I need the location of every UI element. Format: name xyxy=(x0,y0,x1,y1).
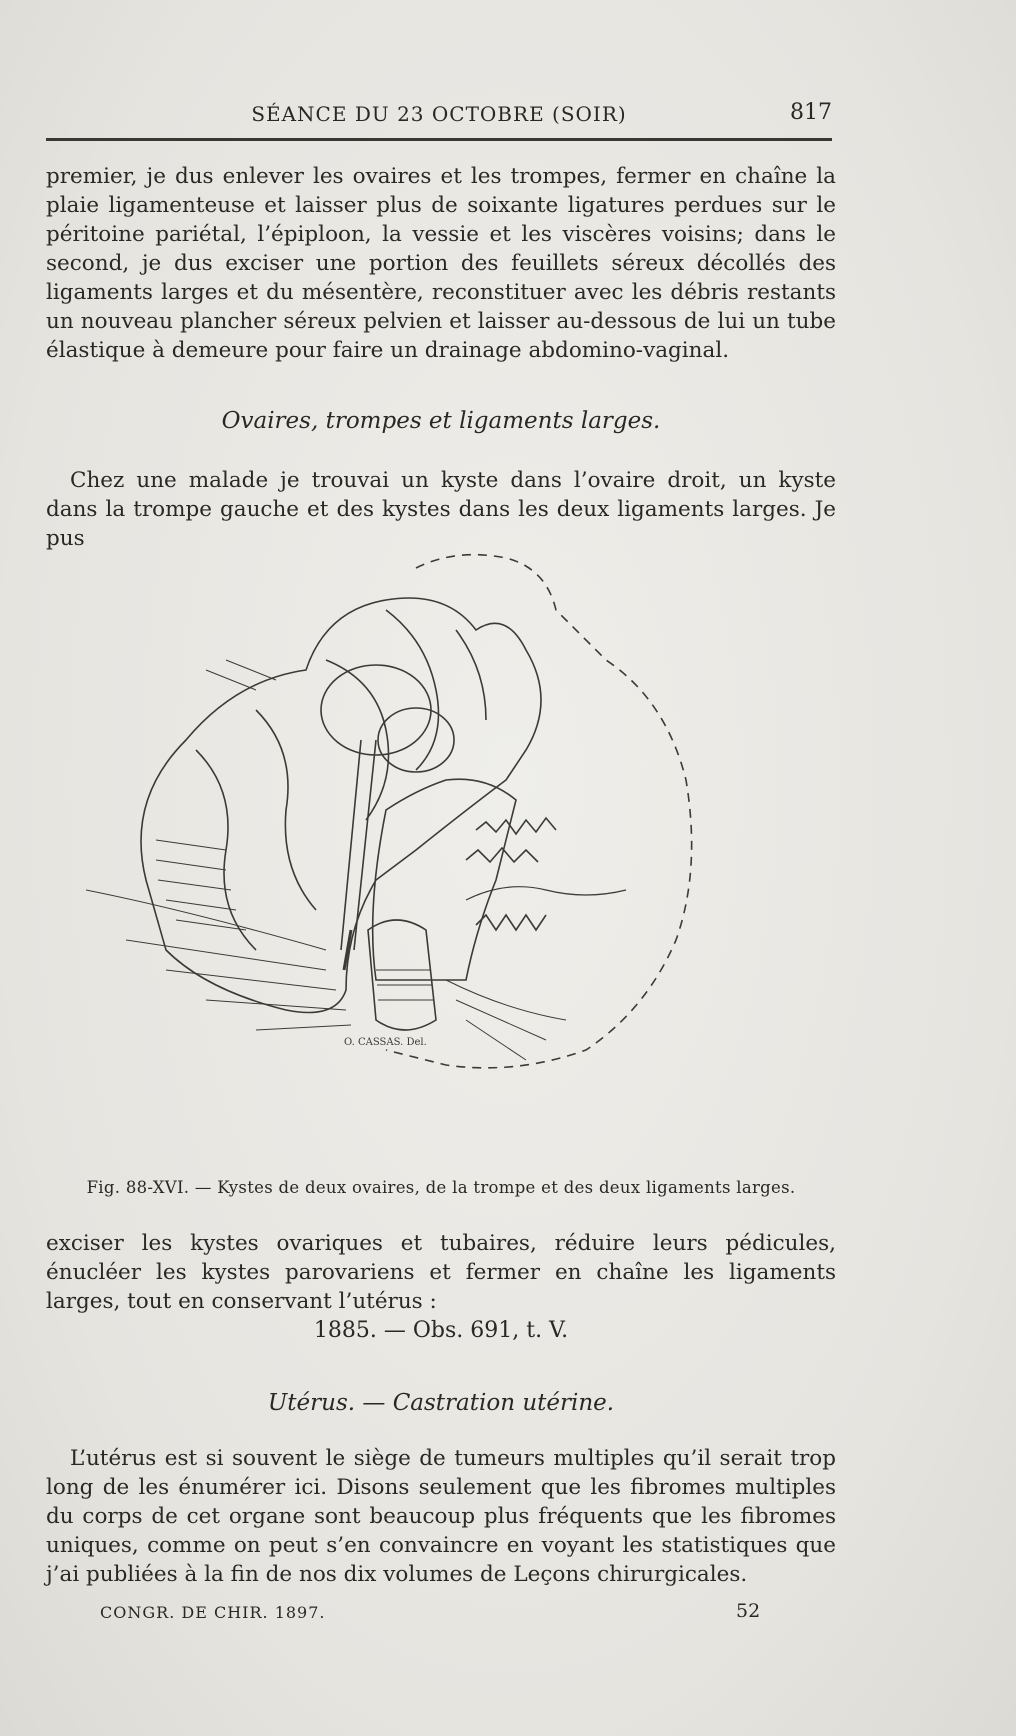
hatching-top xyxy=(206,660,276,690)
artist-signature: O. CASSAS. Del. xyxy=(344,1037,427,1048)
suture-1 xyxy=(476,818,556,834)
illustration-drawing xyxy=(86,550,816,1170)
anatomical-illustration xyxy=(86,550,816,1170)
page-number: 817 xyxy=(790,100,832,125)
section-heading-ovaires: Ovaires, trompes et ligaments larges. xyxy=(221,408,661,434)
figure-caption: Fig. 88-XVI. — Kystes de deux ovaires, de la trompe et des deux ligaments larges. xyxy=(86,1178,796,1197)
header-title: SÉANCE DU 23 OCTOBRE (SOIR) xyxy=(251,102,627,126)
opening-hatch xyxy=(376,970,433,1000)
fold-line-2 xyxy=(256,710,316,910)
vaginal-opening xyxy=(368,920,436,1030)
paragraph-4: L’utérus est si souvent le siège de tumeurs multiples qu’il serait trop long de les énumérer ici. Disons seulement que les fibromes multiples du corps de cet organe sont beaucoup plus fréquents que les fibromes uniques, comme on peut s’en convaincre en voyant les statistiques que j’ai publiées à la fin de nos dix volumes de Leçons chirurgicales. xyxy=(46,1446,836,1587)
convoluted-tube-mass xyxy=(141,598,541,1013)
paragraph-3: exciser les kystes ovariques et tubaires, réduire leurs pédicules, énucléer les kystes parovariens et fermer en chaîne les ligaments larges, tout en conservant l’utérus : xyxy=(46,1231,836,1314)
header-rule xyxy=(46,138,832,141)
radiating-lines-right xyxy=(446,980,566,1060)
section-heading-uterus: Utérus. — Castration utérine. xyxy=(267,1390,615,1416)
observation-reference: 1885. — Obs. 691, t. V. xyxy=(313,1318,569,1343)
radiating-lines-left xyxy=(86,890,351,1030)
dashed-cyst-outline xyxy=(386,555,692,1068)
suture-3 xyxy=(476,915,546,930)
fold-line-4 xyxy=(386,610,439,770)
footer-signature-mark: CONGR. DE CHIR. 1897. xyxy=(100,1603,326,1622)
footer-signature-number: 52 xyxy=(736,1600,761,1622)
uterus-body xyxy=(373,779,516,980)
running-header xyxy=(46,98,832,132)
fold-line-5 xyxy=(456,630,486,720)
paragraph-2: Chez une malade je trouvai un kyste dans l’ovaire droit, un kyste dans la trompe gauche et des kystes dans les deux ligaments larges. Je pus xyxy=(46,468,836,551)
paragraph-1: premier, je dus enlever les ovaires et les trompes, fermer en chaîne la plaie ligamenteuse et laisser plus de soixante ligatures perdues sur le péritoine pariétal, l’épiploon, la vessie et les viscères voisins; dans le second, je dus exciser une portion des feuillets séreux décollés des ligaments larges et du mésentère, reconstituer avec les débris restants un nouveau plancher séreux pelvien et laisser au-dessous de lui un tube élastique à demeure pour faire un drainage abdomino-vaginal. xyxy=(46,164,836,363)
